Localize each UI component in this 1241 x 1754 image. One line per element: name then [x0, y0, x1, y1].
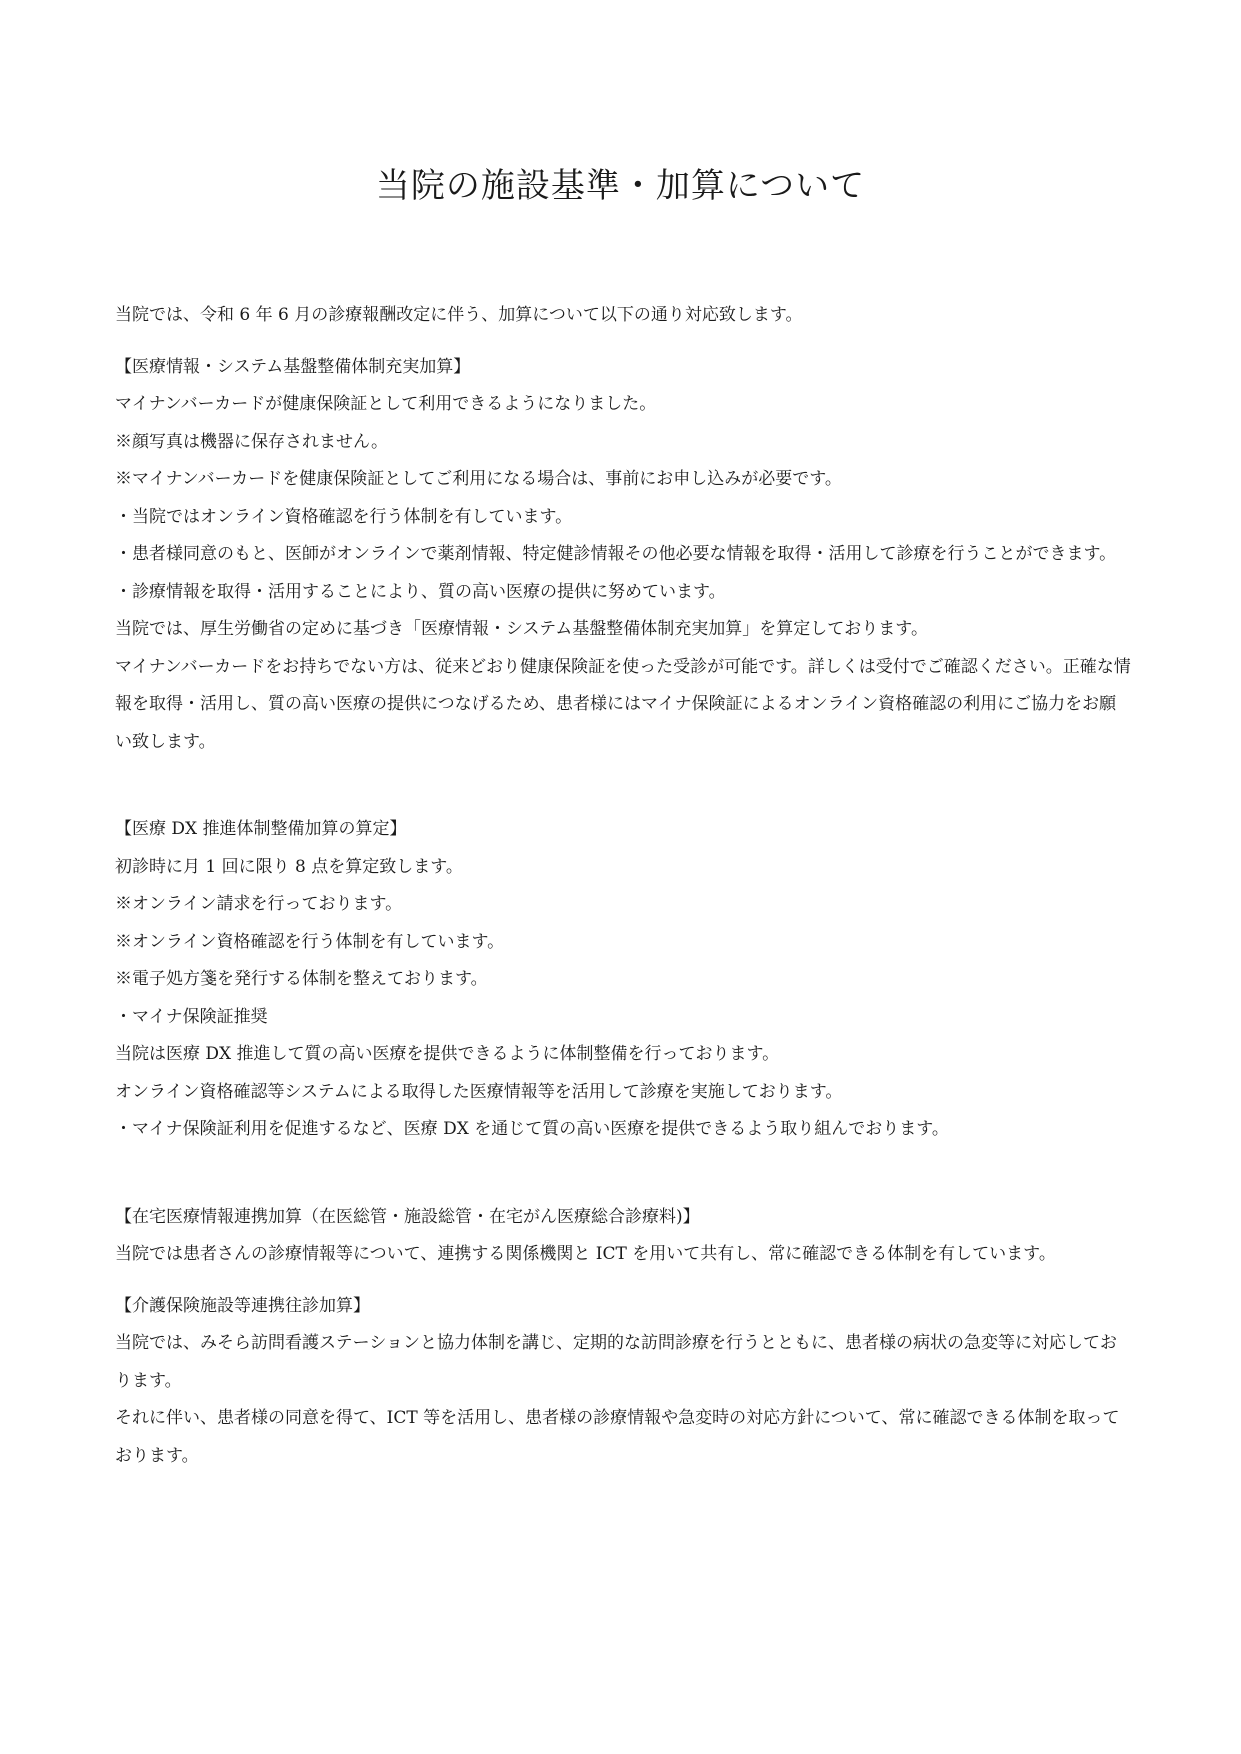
section-care-facility [115, 1288, 1133, 1476]
section-medical-dx [115, 811, 1133, 1149]
paragraph: 初診時に月 1 回に限り 8 点を算定致します。 [115, 856, 463, 877]
paragraph: ・マイナ保険証推奨 [115, 1006, 268, 1027]
paragraph: ※オンライン資格確認を行う体制を有しています。 [115, 931, 505, 952]
paragraph: マイナンバーカードをお持ちでない方は、従来どおり健康保険証を使った受診が可能です。詳しくは受付でご確認ください。正確な情報を取得・活用し、質の高い医療の提供につなげるため、患者様にはマイナ保険証によるオンライン資格確認の利用にご協力をお願い致します。 [115, 656, 1131, 752]
section-heading: 【医療 DX 推進体制整備加算の算定】 [115, 819, 407, 839]
paragraph: ・患者様同意のもと、医師がオンラインで薬剤情報、特定健診情報その他必要な情報を取得・活用して診療を行うことができます。 [115, 544, 1117, 564]
section-heading: 【医療情報・システム基盤整備体制充実加算】 [115, 356, 471, 377]
paragraph: ※顔写真は機器に保存されません。 [115, 431, 389, 452]
page-title: 当院の施設基準・加算について [375, 166, 866, 206]
document-body [115, 297, 1133, 1475]
paragraph: オンライン資格確認等システムによる取得した医療情報等を活用して診療を実施しております。 [115, 1081, 843, 1102]
paragraph: それに伴い、患者様の同意を得て、ICT 等を活用し、患者様の診療情報や急変時の対応方針について、常に確認できる体制を取っております。 [115, 1408, 1120, 1466]
paragraph: ・当院ではオンライン資格確認を行う体制を有しています。 [115, 506, 573, 527]
paragraph: 当院は医療 DX 推進して質の高い医療を提供できるように体制整備を行っております。 [115, 1044, 780, 1064]
paragraph: ・マイナ保険証利用を促進するなど、医療 DX を通じて質の高い医療を提供できるよう取り組んでおります。 [115, 1119, 949, 1139]
paragraph: ※マイナンバーカードを健康保険証としてご利用になる場合は、事前にお申し込みが必要です。 [115, 469, 842, 489]
paragraph: 当院では患者さんの診療情報等について、連携する関係機関と ICT を用いて共有し、常に確認できる体制を有しています。 [115, 1244, 1056, 1264]
paragraph: ・診療情報を取得・活用することにより、質の高い医療の提供に努めています。 [115, 581, 726, 602]
section-heading: 【介護保険施設等連携往診加算】 [115, 1295, 370, 1316]
paragraph: 当院では、厚生労働省の定めに基づき「医療情報・システム基盤整備体制充実加算」を算定しております。 [115, 619, 928, 639]
paragraph: 当院では、みそら訪問看護ステーションと協力体制を講じ、定期的な訪問診療を行うとともに、患者様の病状の急変等に対応しております。 [115, 1333, 1117, 1391]
paragraph: マイナンバーカードが健康保険証として利用できるようになりました。 [115, 394, 657, 414]
section-home-care-info [115, 1199, 1133, 1274]
paragraph: ※電子処方箋を発行する体制を整えております。 [115, 969, 488, 989]
paragraph: ※オンライン請求を行っております。 [115, 894, 403, 914]
section-it-infrastructure [115, 349, 1133, 762]
section-heading: 【在宅医療情報連携加算（在医総管・施設総管・在宅がん医療総合診療料)】 [115, 1206, 700, 1227]
intro-text: 当院では、令和 6 年 6 月の診療報酬改定に伴う、加算について以下の通り対応致します。 [115, 305, 803, 325]
